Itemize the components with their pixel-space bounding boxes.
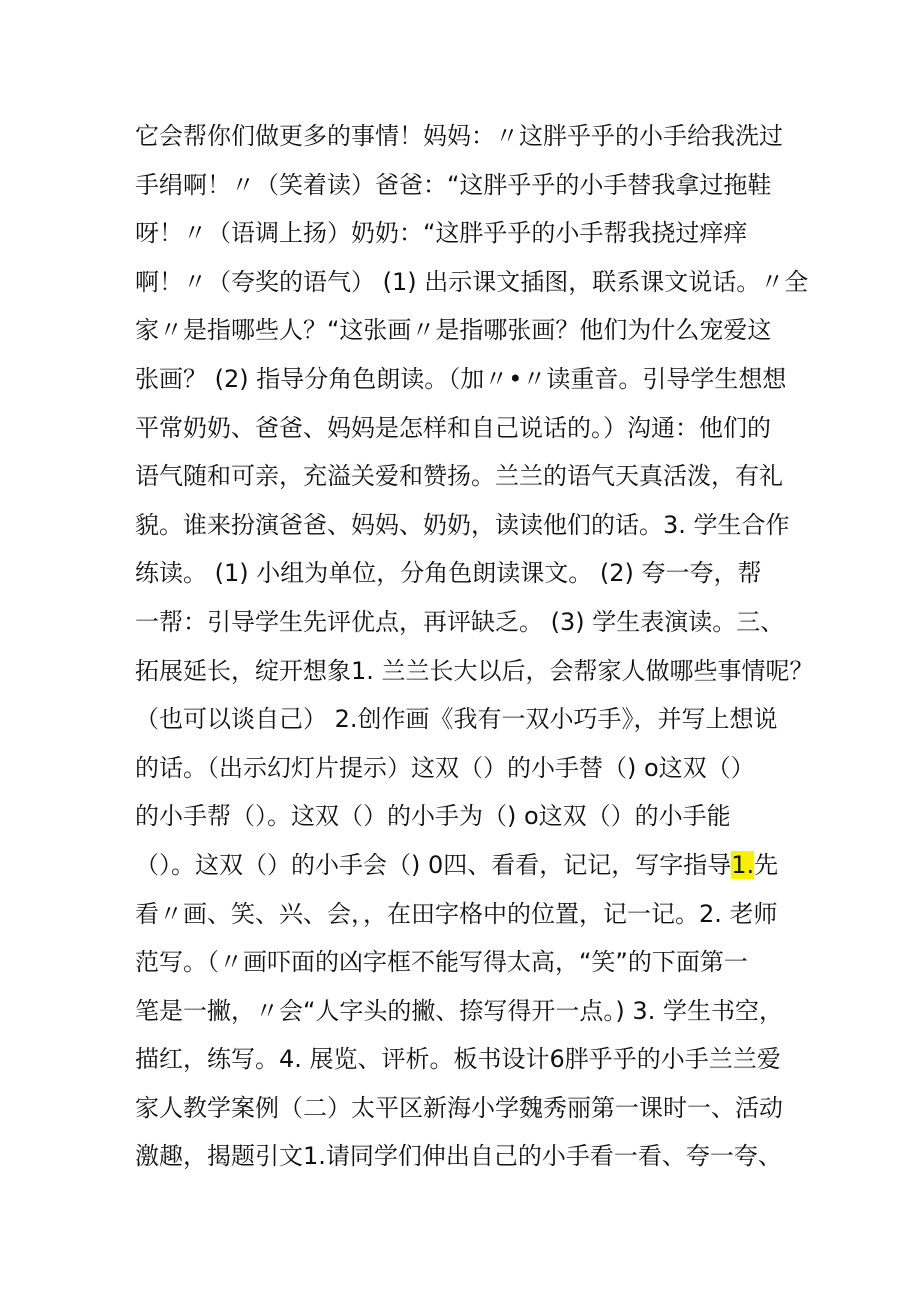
text-segment: 先 (754, 850, 779, 879)
text-line: 啊！〃（夸奖的语气） (1) 出示课文插图，联系课文说话。〃全 (135, 267, 809, 296)
highlighted-text: 1. (731, 850, 755, 879)
text-line: （也可以谈自己） 2.创作画《我有一双小巧手》，并写上想说 (135, 705, 778, 734)
text-line: 一帮：引导学生先评优点，再评缺乏。 (3) 学生表演读。三、 (135, 607, 785, 636)
text-line: 看〃画、笑、兴、会，，在田字格中的位置，记一记。2. 老师 (135, 899, 778, 928)
text-line: 笔是一撇，〃会“人字头的撇、捺写得开一点。) 3. 学生书空， (135, 996, 783, 1025)
text-line: 范写。（〃画吓面的凶字框不能写得太高，“笑”的下面第一 (135, 948, 748, 977)
text-line: 的话。（出示幻灯片提示）这双（）的小手替（) o这双（） (135, 753, 755, 782)
text-line: 它会帮你们做更多的事情！妈妈：〃这胖乎乎的小手给我洗过 (135, 122, 783, 150)
text-segment: （）。这双（）的小手会（) 0四、看看，记记，写字指导 (135, 850, 732, 879)
text-line: 的小手帮（）。这双（）的小手为（) o这双（）的小手能 (135, 802, 731, 831)
text-line: 手绢啊！〃（笑着读）爸爸：“这胖乎乎的小手替我拿过拖鞋 (135, 170, 772, 199)
text-line: 练读。 (1) 小组为单位，分角色朗读课文。 (2) 夸一夸，帮 (135, 559, 762, 588)
text-line: 描红，练写。4. 展览、评析。板书设计6胖乎乎的小手兰兰爱 (135, 1045, 781, 1074)
text-line: 家人教学案例（二）太平区新海小学魏秀丽第一课时一、活动 (135, 1093, 783, 1122)
text-line: 激趣，揭题引文1.请同学们伸出自己的小手看一看、夸一夸、 (135, 1142, 782, 1171)
text-line: 家〃是指哪些人？“这张画〃是指哪张画？他们为什么宠爱这 (135, 316, 772, 345)
text-line: 呀！〃（语调上扬）奶奶：“这胖乎乎的小手帮我挠过痒痒 (135, 219, 748, 248)
text-line: 貌。谁来扮演爸爸、妈妈、奶奶，读读他们的话。3. 学生合作 (135, 510, 790, 539)
text-line: 平常奶奶、爸爸、妈妈是怎样和自己说话的。）沟通：他们的 (135, 413, 771, 442)
text-line: 张画？ (2) 指导分角色朗读。（加〃•〃读重音。引导学生想想 (135, 364, 787, 393)
text-line: 拓展延长，绽开想象1. 兰兰长大以后，会帮家人做哪些事情呢？ (135, 656, 814, 685)
text-line-highlighted (135, 841, 795, 890)
body-text (135, 112, 814, 1181)
text-line: 语气随和可亲，充溢关爱和赞扬。兰兰的语气天真活泼，有礼 (135, 462, 783, 491)
